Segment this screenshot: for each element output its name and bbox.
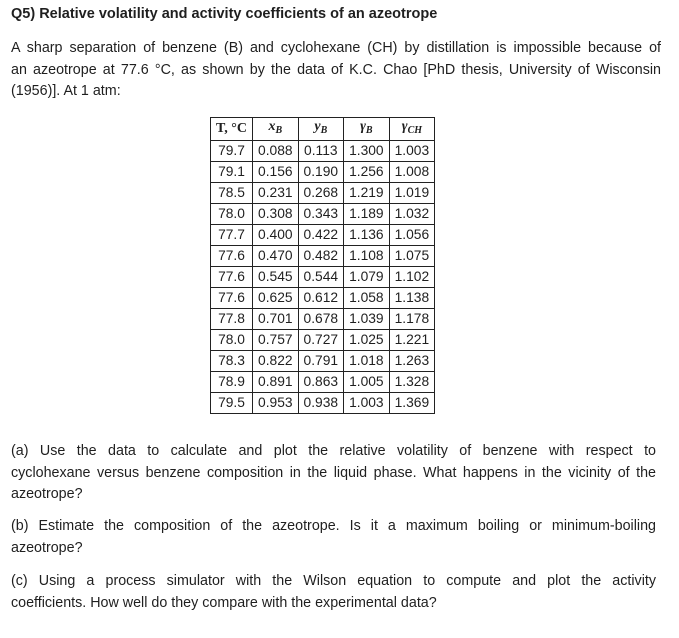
cell-temperature: 79.1	[211, 162, 253, 183]
cell-gamma-cyclohexane: 1.102	[389, 267, 435, 288]
cell-gamma-benzene: 1.079	[344, 267, 390, 288]
cell-gamma-cyclohexane: 1.056	[389, 225, 435, 246]
vle-data-table	[210, 117, 435, 414]
cell-gamma-benzene: 1.039	[344, 309, 390, 330]
cell-y-benzene: 0.678	[298, 309, 344, 330]
cell-gamma-benzene: 1.025	[344, 330, 390, 351]
cell-gamma-cyclohexane: 1.075	[389, 246, 435, 267]
cell-gamma-benzene: 1.219	[344, 183, 390, 204]
cell-gamma-benzene: 1.136	[344, 225, 390, 246]
cell-gamma-benzene: 1.018	[344, 351, 390, 372]
cell-temperature: 78.5	[211, 183, 253, 204]
question-line: (b) Estimate the composition of the azeotrope. Is it a maximum boiling or minimum-boiling	[11, 518, 656, 534]
cell-gamma-cyclohexane: 1.328	[389, 372, 435, 393]
cell-gamma-cyclohexane: 1.221	[389, 330, 435, 351]
table-row	[211, 372, 435, 393]
cell-x-benzene: 0.545	[253, 267, 299, 288]
cell-y-benzene: 0.268	[298, 183, 344, 204]
cell-x-benzene: 0.891	[253, 372, 299, 393]
cell-x-benzene: 0.953	[253, 393, 299, 414]
cell-gamma-benzene: 1.005	[344, 372, 390, 393]
cell-y-benzene: 0.863	[298, 372, 344, 393]
problem-title: Q5) Relative volatility and activity coefficients of an azeotrope	[11, 6, 438, 22]
cell-y-benzene: 0.482	[298, 246, 344, 267]
intro-line: A sharp separation of benzene (B) and cyclohexane (CH) by distillation is impossible because of	[11, 40, 661, 56]
question-b	[11, 516, 656, 559]
intro-line: an azeotrope at 77.6 °C, as shown by the data of K.C. Chao [PhD thesis, University of Wisconsin	[11, 61, 661, 78]
question-a	[11, 441, 656, 506]
cell-temperature: 77.7	[211, 225, 253, 246]
cell-x-benzene: 0.701	[253, 309, 299, 330]
cell-gamma-benzene: 1.300	[344, 141, 390, 162]
table-row	[211, 225, 435, 246]
question-line: cyclohexane versus benzene composition in the liquid phase. What happens in the vicinity of the	[11, 464, 656, 481]
cell-gamma-benzene: 1.003	[344, 393, 390, 414]
cell-temperature: 79.7	[211, 141, 253, 162]
cell-temperature: 78.0	[211, 204, 253, 225]
table-row	[211, 267, 435, 288]
cell-gamma-cyclohexane: 1.032	[389, 204, 435, 225]
table-row	[211, 288, 435, 309]
cell-temperature: 77.6	[211, 288, 253, 309]
cell-temperature: 77.8	[211, 309, 253, 330]
cell-x-benzene: 0.308	[253, 204, 299, 225]
cell-temperature: 77.6	[211, 267, 253, 288]
header-y-benzene: $y_B$	[298, 118, 344, 141]
table-body	[211, 141, 435, 414]
table-row	[211, 162, 435, 183]
table-row	[211, 246, 435, 267]
cell-x-benzene: 0.625	[253, 288, 299, 309]
cell-temperature: 77.6	[211, 246, 253, 267]
cell-gamma-cyclohexane: 1.263	[389, 351, 435, 372]
header-gamma-cyclohexane: $\gamma_{CH}$	[389, 118, 435, 141]
table-row	[211, 330, 435, 351]
cell-y-benzene: 0.727	[298, 330, 344, 351]
cell-y-benzene: 0.938	[298, 393, 344, 414]
cell-y-benzene: 0.612	[298, 288, 344, 309]
header-temperature: T, °C	[211, 118, 253, 141]
cell-y-benzene: 0.343	[298, 204, 344, 225]
question-line: (a) Use the data to calculate and plot the relative volatility of benzene with respect to	[11, 443, 656, 459]
cell-x-benzene: 0.156	[253, 162, 299, 183]
cell-x-benzene: 0.400	[253, 225, 299, 246]
table-row	[211, 351, 435, 372]
cell-gamma-cyclohexane: 1.008	[389, 162, 435, 183]
table-row	[211, 393, 435, 414]
cell-gamma-benzene: 1.058	[344, 288, 390, 309]
question-c	[11, 571, 656, 614]
cell-temperature: 78.0	[211, 330, 253, 351]
table-header-row	[211, 118, 435, 141]
table-row	[211, 204, 435, 225]
header-gamma-benzene: $\gamma_B$	[344, 118, 390, 141]
cell-y-benzene: 0.422	[298, 225, 344, 246]
cell-y-benzene: 0.791	[298, 351, 344, 372]
table-row	[211, 183, 435, 204]
cell-y-benzene: 0.544	[298, 267, 344, 288]
cell-x-benzene: 0.470	[253, 246, 299, 267]
cell-y-benzene: 0.113	[298, 141, 344, 162]
intro-line: (1956)]. At 1 atm:	[11, 83, 121, 99]
cell-gamma-cyclohexane: 1.003	[389, 141, 435, 162]
cell-x-benzene: 0.088	[253, 141, 299, 162]
question-line: azeotrope?	[11, 539, 83, 556]
cell-temperature: 78.9	[211, 372, 253, 393]
cell-gamma-benzene: 1.108	[344, 246, 390, 267]
cell-temperature: 78.3	[211, 351, 253, 372]
cell-temperature: 79.5	[211, 393, 253, 414]
cell-y-benzene: 0.190	[298, 162, 344, 183]
question-line: azeotrope?	[11, 486, 83, 502]
cell-gamma-benzene: 1.189	[344, 204, 390, 225]
header-x-benzene: $x_B$	[253, 118, 299, 141]
cell-x-benzene: 0.757	[253, 330, 299, 351]
cell-x-benzene: 0.231	[253, 183, 299, 204]
intro-paragraph	[11, 38, 661, 103]
question-line: coefficients. How well do they compare with the experimental data?	[11, 594, 437, 611]
cell-gamma-cyclohexane: 1.138	[389, 288, 435, 309]
cell-gamma-cyclohexane: 1.369	[389, 393, 435, 414]
table-row	[211, 141, 435, 162]
question-line: (c) Using a process simulator with the Wilson equation to compute and plot the activity	[11, 573, 656, 589]
cell-x-benzene: 0.822	[253, 351, 299, 372]
cell-gamma-cyclohexane: 1.019	[389, 183, 435, 204]
table-row	[211, 309, 435, 330]
cell-gamma-benzene: 1.256	[344, 162, 390, 183]
cell-gamma-cyclohexane: 1.178	[389, 309, 435, 330]
